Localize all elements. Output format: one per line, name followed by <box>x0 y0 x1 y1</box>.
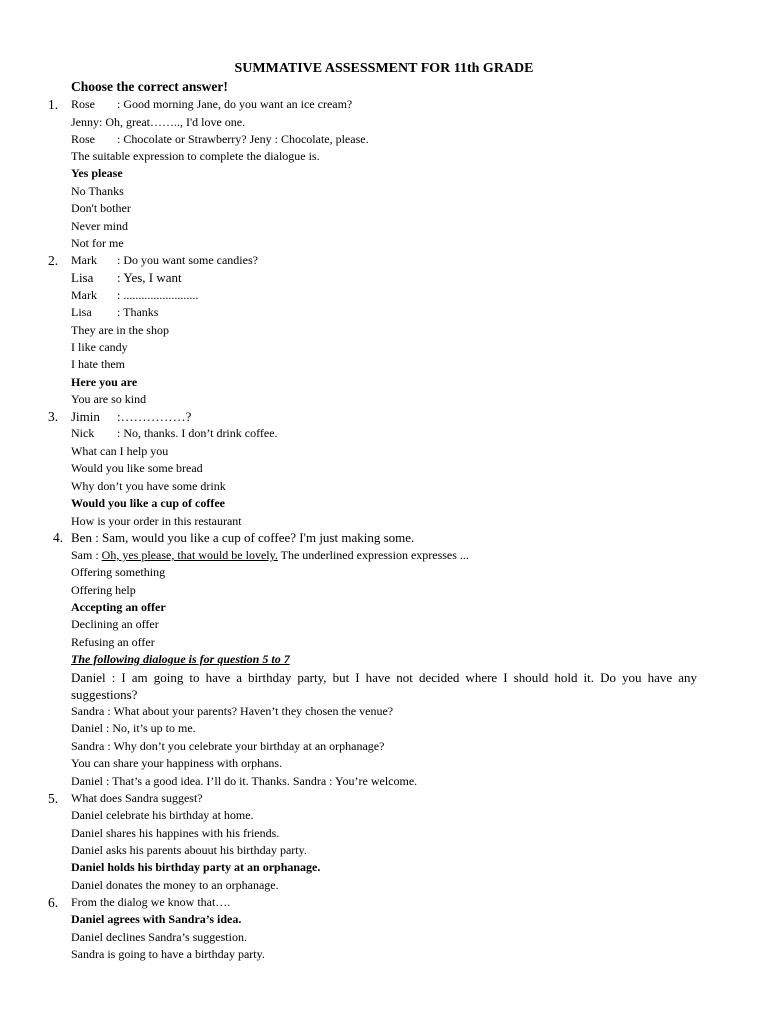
speaker: Mark <box>71 288 97 302</box>
option-correct: Accepting an offer <box>71 600 166 614</box>
speaker: Rose <box>71 132 95 146</box>
speaker: Jenny <box>71 115 99 129</box>
option: Never mind <box>71 219 128 233</box>
question-prompt: The suitable expression to complete the dialogue is. <box>71 149 320 163</box>
dialogue-line <box>71 288 198 303</box>
speaker: Lisa <box>71 270 94 285</box>
option: Daniel donates the money to an orphanage. <box>71 878 279 892</box>
option: Daniel shares his happines with his friends. <box>71 826 280 840</box>
page-title: SUMMATIVE ASSESSMENT FOR 11th GRADE <box>234 61 534 76</box>
speech: : No, thanks. I don’t drink coffee. <box>117 426 278 440</box>
dialogue-line <box>71 548 469 563</box>
dialogue-line <box>71 253 258 268</box>
speaker: Lisa <box>71 305 92 319</box>
option: They are in the shop <box>71 323 169 337</box>
option: Refusing an offer <box>71 635 155 649</box>
dialogue-line: Sandra : Why don’t you celebrate your birthday at an orphanage? <box>71 739 385 753</box>
option: Offering help <box>71 583 136 597</box>
dialogue-line <box>71 115 245 130</box>
speech: The underlined expression expresses ... <box>277 548 469 562</box>
dialogue-line <box>71 132 369 147</box>
speech: :……………? <box>117 409 192 424</box>
option: Not for me <box>71 236 124 250</box>
question-prompt: From the dialog we know that…. <box>71 895 231 909</box>
speech: Sam : <box>71 548 102 562</box>
speaker: Jimin <box>71 409 100 424</box>
option-correct: Would you like a cup of coffee <box>71 496 226 510</box>
instruction: Choose the correct answer! <box>71 79 228 94</box>
option: No Thanks <box>71 184 124 198</box>
option: You are so kind <box>71 392 147 406</box>
option: Daniel celebrate his birthday at home. <box>71 808 254 822</box>
dialogue-line: Ben : Sam, would you like a cup of coffee? I'm just making some. <box>71 530 415 545</box>
option: I hate them <box>71 357 125 371</box>
option-correct: Daniel holds his birthday party at an orphanage. <box>71 860 321 874</box>
question-number: 4. <box>53 530 64 545</box>
speech: : Oh, great…….., I'd love one. <box>99 115 246 129</box>
option: Daniel declines Sandra’s suggestion. <box>71 930 247 944</box>
question-number: 1. <box>48 97 59 112</box>
question-number: 2. <box>48 253 59 268</box>
speech: : Good morning Jane, do you want an ice cream? <box>117 97 353 111</box>
option-correct: Yes please <box>71 166 123 180</box>
dialogue-line <box>71 270 182 285</box>
dialogue-line: Daniel : That’s a good idea. I’ll do it. Thanks. Sandra : You’re welcome. <box>71 774 418 788</box>
option: Daniel asks his parents abouut his birthday party. <box>71 843 307 857</box>
dialogue-line: You can share your happiness with orphans. <box>71 756 283 770</box>
section-heading: The following dialogue is for question 5 to 7 <box>71 652 290 666</box>
option: Don't bother <box>71 201 131 215</box>
speech: : ......................... <box>117 288 199 302</box>
dialogue-line <box>71 426 278 441</box>
question-number: 6. <box>48 895 59 910</box>
speech: : Thanks <box>117 305 159 319</box>
dialogue-line <box>71 409 191 424</box>
speaker: Mark <box>71 253 97 267</box>
option: Would you like some bread <box>71 461 203 475</box>
underlined-expression: Oh, yes please, that would be lovely. <box>101 548 278 562</box>
question-number: 3. <box>48 409 59 424</box>
dialogue-line <box>71 305 158 320</box>
question-prompt: What does Sandra suggest? <box>71 791 203 805</box>
speech: : Do you want some candies? <box>117 253 258 267</box>
option-correct: Daniel agrees with Sandra’s idea. <box>71 912 242 926</box>
dialogue-line <box>71 97 352 112</box>
option: How is your order in this restaurant <box>71 514 242 528</box>
speaker: Rose <box>71 97 95 111</box>
dialogue-line: Daniel : No, it’s up to me. <box>71 721 196 735</box>
dialogue-line: Sandra : What about your parents? Haven’t they chosen the venue? <box>71 704 394 718</box>
question-number: 5. <box>48 791 59 806</box>
option: I like candy <box>71 340 128 354</box>
option: Sandra is going to have a birthday party. <box>71 947 265 961</box>
speaker: Nick <box>71 426 95 440</box>
option: Why don’t you have some drink <box>71 479 226 493</box>
speech: : Chocolate or Strawberry? Jeny : Chocolate, please. <box>117 132 369 146</box>
dialogue-paragraph: Daniel : I am going to have a birthday party, but I have not decided where I should hold it. Do you have any suggestions? <box>71 670 697 702</box>
option: Offering something <box>71 565 166 579</box>
option: Declining an offer <box>71 617 159 631</box>
option-correct: Here you are <box>71 375 138 389</box>
option: What can I help you <box>71 444 169 458</box>
speech: : Yes, I want <box>117 270 182 285</box>
